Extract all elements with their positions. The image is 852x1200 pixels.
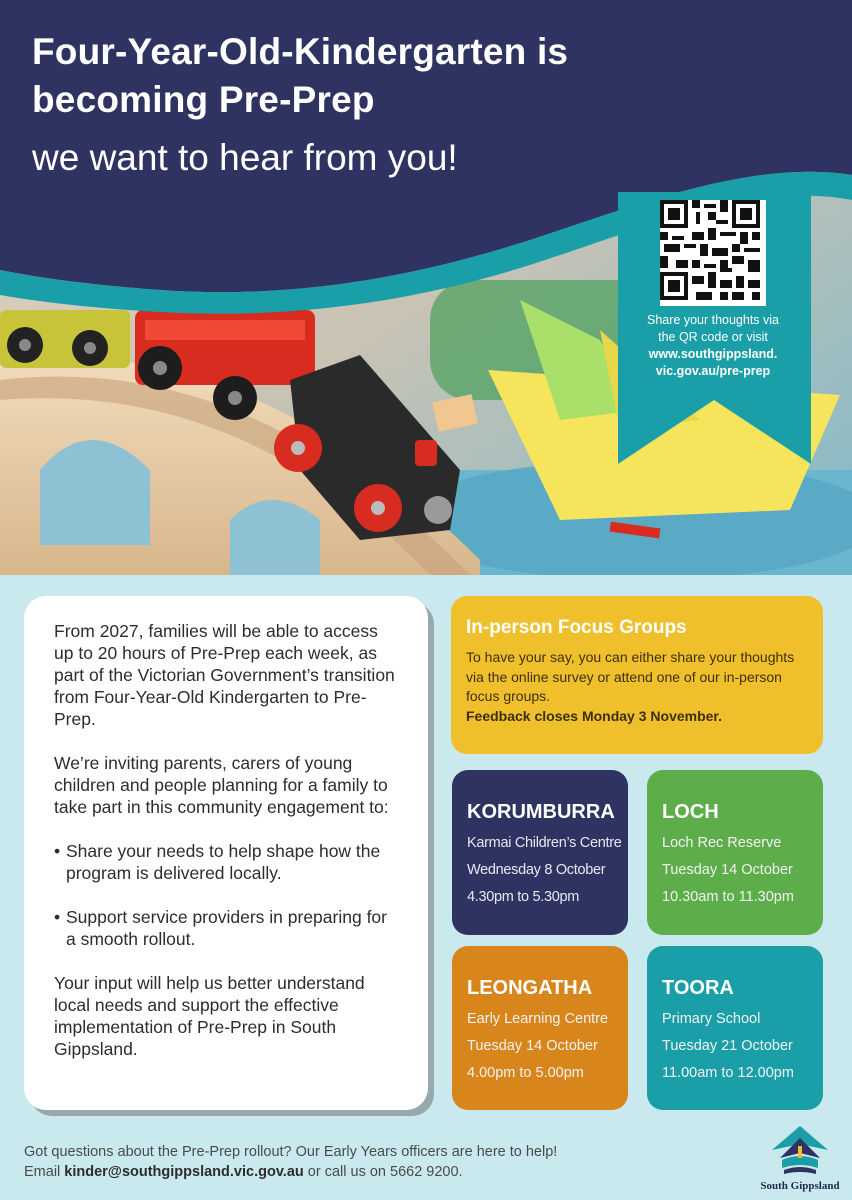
location-card-toora — [647, 946, 823, 1110]
location-time: 11.00am to 12.00pm — [662, 1065, 794, 1081]
location-date: Tuesday 14 October — [467, 1038, 598, 1054]
footer-email-prefix: Email — [24, 1164, 65, 1180]
qr-text-line2: the QR code or visit — [658, 330, 768, 344]
contact-email-link[interactable]: kinder@southgippsland.vic.gov.au — [64, 1164, 304, 1180]
info-paragraph-closing: Your input will help us better understand local needs and support the effective implementation of Pre-Prep in South Gippsland. — [54, 973, 365, 1059]
location-date: Tuesday 14 October — [662, 862, 793, 878]
focus-groups-card — [451, 596, 823, 754]
location-time: 4.00pm to 5.00pm — [467, 1065, 584, 1081]
location-time: 4.30pm to 5.30pm — [467, 889, 580, 905]
location-name: TOORA — [662, 977, 734, 999]
location-venue: Loch Rec Reserve — [662, 835, 782, 851]
qr-instructions — [628, 312, 798, 380]
info-paragraph-invite: We’re inviting parents, carers of young children and people planning for a family to take part in this community engagement to: — [54, 753, 389, 817]
focus-description-text: To have your say, you can either share your thoughts via the online survey or attend one of our in-person focus groups. — [466, 649, 795, 704]
location-venue: Early Learning Centre — [467, 1011, 609, 1027]
location-card-loch — [647, 770, 823, 935]
focus-groups-title: In-person Focus Groups — [466, 617, 687, 638]
council-logo-icon — [770, 1124, 830, 1180]
feedback-deadline: Feedback closes Monday 3 November. — [466, 707, 722, 724]
footer-help-text: Got questions about the Pre-Prep rollout? Our Early Years officers are here to help! — [24, 1144, 558, 1160]
location-time: 10.30am to 11.30pm — [662, 889, 794, 905]
footer-phone-text: or call us on 5662 9200. — [303, 1164, 463, 1180]
headline-block — [32, 28, 568, 182]
survey-link-line1[interactable]: www.southgippsland. — [648, 347, 778, 361]
info-bullet-item: • Support service providers in preparing for a smooth rollout. — [54, 906, 400, 950]
footer-contact-line — [24, 1162, 557, 1182]
qr-code-icon — [660, 200, 760, 300]
location-name: KORUMBURRA — [467, 801, 615, 823]
location-card-korumburra — [452, 770, 628, 935]
footer-contact — [24, 1142, 557, 1182]
location-name: LOCH — [662, 801, 719, 823]
qr-text-line1: Share your thoughts via — [646, 313, 780, 327]
location-date: Tuesday 21 October — [662, 1038, 793, 1054]
page-title-line1: Four-Year-Old-Kindergarten is — [32, 31, 569, 72]
info-card — [24, 596, 428, 1110]
info-bullet-list — [54, 840, 400, 950]
focus-groups-description — [466, 648, 809, 726]
location-name: LEONGATHA — [467, 977, 593, 999]
council-logo — [760, 1124, 852, 1200]
qr-code[interactable] — [660, 200, 766, 306]
location-date: Wednesday 8 October — [467, 862, 606, 878]
location-card-leongatha — [452, 946, 628, 1110]
hero-banner — [0, 0, 852, 575]
info-paragraph-intro: From 2027, families will be able to access up to 20 hours of Pre-Prep each week, as part of the Victorian Government’s transition from Four-Year-Old Kindergarten to Pre-Prep. — [54, 621, 395, 729]
qr-ribbon — [618, 192, 811, 464]
survey-link-line2[interactable]: vic.gov.au/pre-prep — [655, 364, 771, 378]
location-venue: Karmai Children’s Centre — [467, 835, 622, 851]
page-title-line2: becoming Pre-Prep — [32, 79, 375, 120]
info-bullet-item: • Share your needs to help shape how the program is delivered locally. — [54, 840, 400, 884]
council-logo-name: South Gippsland — [760, 1180, 840, 1192]
location-venue: Primary School — [662, 1011, 761, 1027]
page-subtitle: we want to hear from you! — [32, 137, 458, 178]
